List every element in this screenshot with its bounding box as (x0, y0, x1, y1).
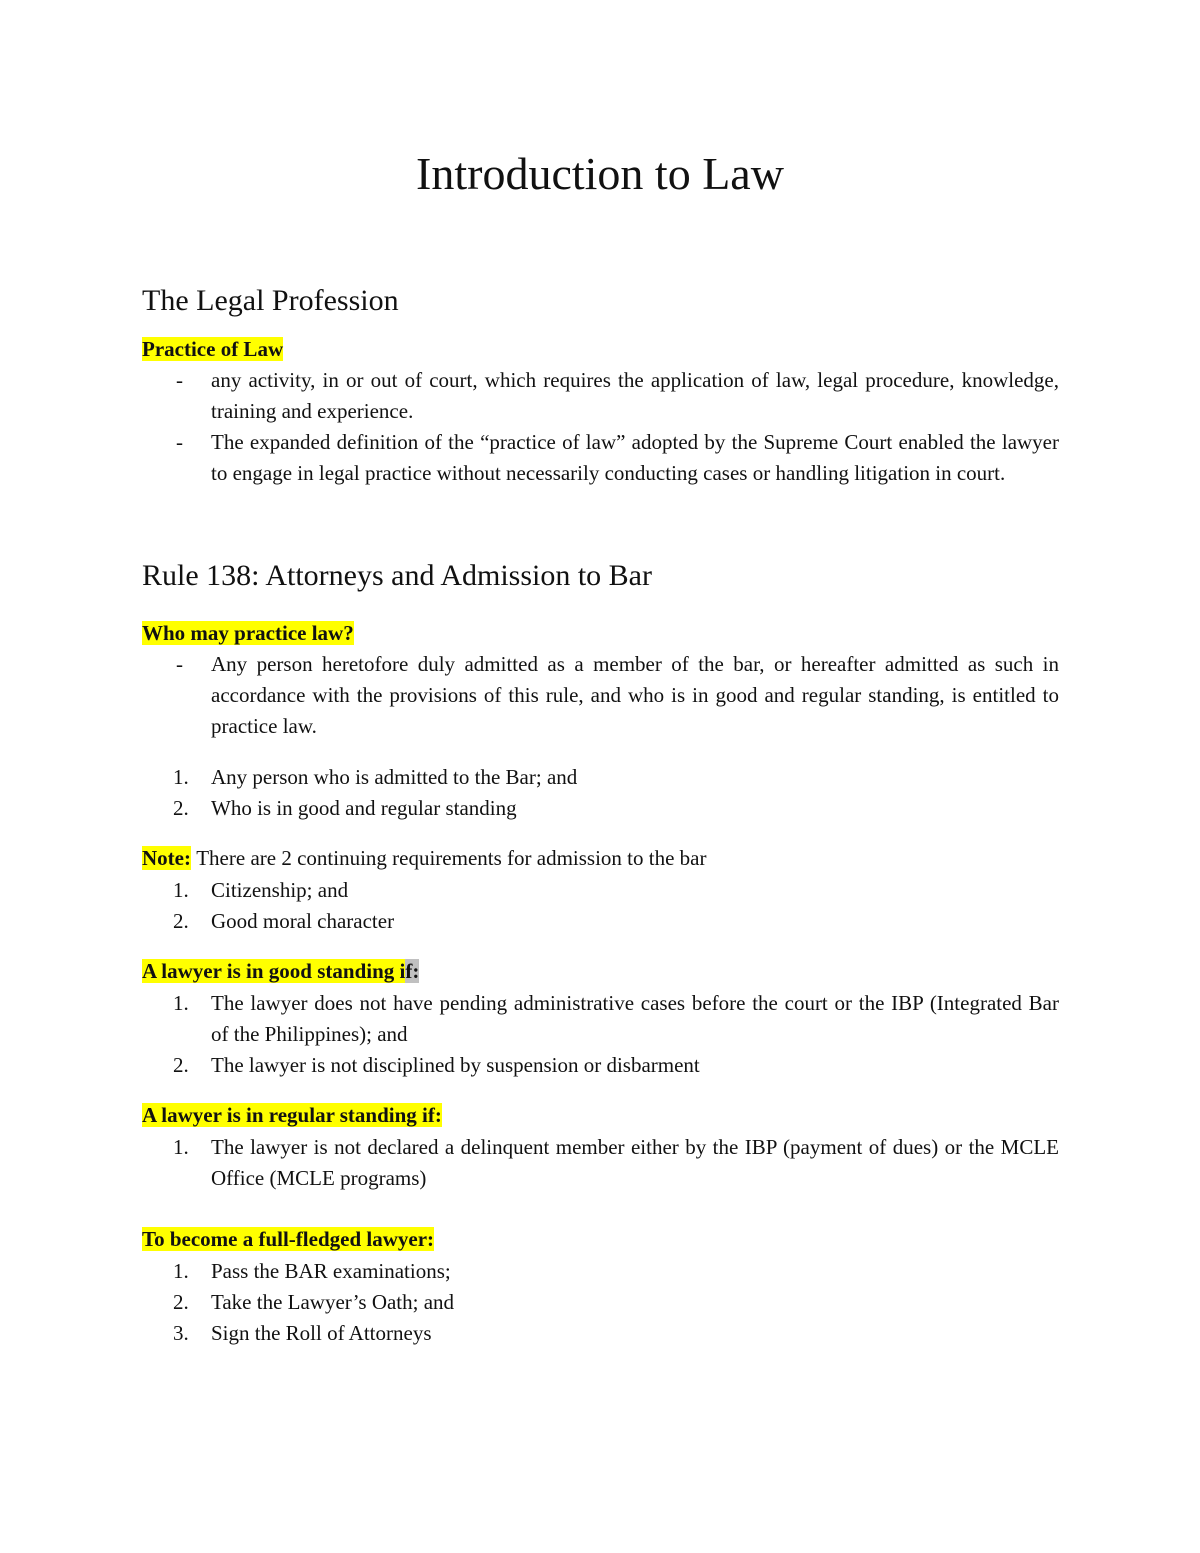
list-number: 2. (173, 1290, 189, 1314)
numbered-item (142, 762, 1059, 793)
list-number: 1. (173, 1135, 189, 1159)
numbered-item (142, 1318, 1059, 1349)
list-number: 1. (173, 991, 189, 1015)
label-regular-standing-text: A lawyer is in regular standing if: (142, 1103, 442, 1127)
numbered-item (142, 1050, 1059, 1081)
label-good-standing-selected-text: f: (405, 959, 420, 983)
list-item-text: Any person heretofore duly admitted as a member of the bar, or hereafter admitted as such in accordance with the provisions of this rule, and who is in good and regular standing, is entitled to practice law. (211, 652, 1059, 738)
section-heading-legal-profession: The Legal Profession (142, 284, 399, 317)
label-who-may-practice (142, 619, 354, 647)
label-full-fledged-text: To become a full-fledged lawyer: (142, 1227, 435, 1251)
numbered-item (142, 1256, 1059, 1287)
list-item (142, 427, 1059, 489)
numbered-item (142, 793, 1059, 824)
list-number: 2. (173, 1053, 189, 1077)
label-good-standing (142, 957, 419, 985)
label-practice-of-law (142, 335, 283, 363)
label-who-may-practice-text: Who may practice law? (142, 621, 354, 645)
list-item (142, 649, 1059, 742)
numbered-item (142, 988, 1059, 1050)
list-item-text: Take the Lawyer’s Oath; and (211, 1290, 455, 1314)
list-number: 2. (173, 909, 189, 933)
numbered-item (142, 1132, 1059, 1194)
dash-bullet: - (176, 652, 183, 676)
dash-bullet: - (176, 368, 183, 392)
list-item-text: Sign the Roll of Attorneys (211, 1321, 432, 1345)
list-item-text: The lawyer is not declared a delinquent member either by the IBP (payment of dues) or the MCLE Office (MCLE programs) (211, 1135, 1059, 1190)
label-full-fledged (142, 1225, 434, 1253)
list-item-text: Any person who is admitted to the Bar; and (211, 765, 578, 789)
list-item-text: Pass the BAR examinations; (211, 1259, 451, 1283)
list-item-text: any activity, in or out of court, which requires the application of law, legal procedure, knowledge, training and experience. (211, 368, 1059, 423)
list-number: 2. (173, 796, 189, 820)
list-item-text: The lawyer does not have pending administrative cases before the court or the IBP (Integrated Bar of the Philippines); and (211, 991, 1059, 1046)
list-number: 1. (173, 765, 189, 789)
list-item-text: Good moral character (211, 909, 395, 933)
note-text: There are 2 continuing requirements for admission to the bar (196, 846, 707, 870)
list-item-text: Who is in good and regular standing (211, 796, 517, 820)
list-item-text: The expanded definition of the “practice of law” adopted by the Supreme Court enabled the lawyer to engage in legal practice without necessarily conducting cases or handling litigation in court. (211, 430, 1059, 485)
list-number: 1. (173, 1259, 189, 1283)
numbered-item (142, 906, 1059, 937)
label-practice-of-law-text: Practice of Law (142, 337, 284, 361)
label-regular-standing (142, 1101, 442, 1129)
label-good-standing-text: A lawyer is in good standing i (142, 959, 406, 983)
dash-bullet: - (176, 430, 183, 454)
list-item (142, 365, 1059, 427)
document-title: Introduction to Law (416, 148, 784, 199)
section-heading-rule-138: Rule 138: Attorneys and Admission to Bar (142, 559, 652, 592)
list-number: 3. (173, 1321, 189, 1345)
numbered-item (142, 875, 1059, 906)
numbered-item (142, 1287, 1059, 1318)
note-label: Note: (142, 846, 191, 870)
note-line (142, 844, 707, 872)
list-item-text: Citizenship; and (211, 878, 349, 902)
list-number: 1. (173, 878, 189, 902)
list-item-text: The lawyer is not disciplined by suspension or disbarment (211, 1053, 700, 1077)
